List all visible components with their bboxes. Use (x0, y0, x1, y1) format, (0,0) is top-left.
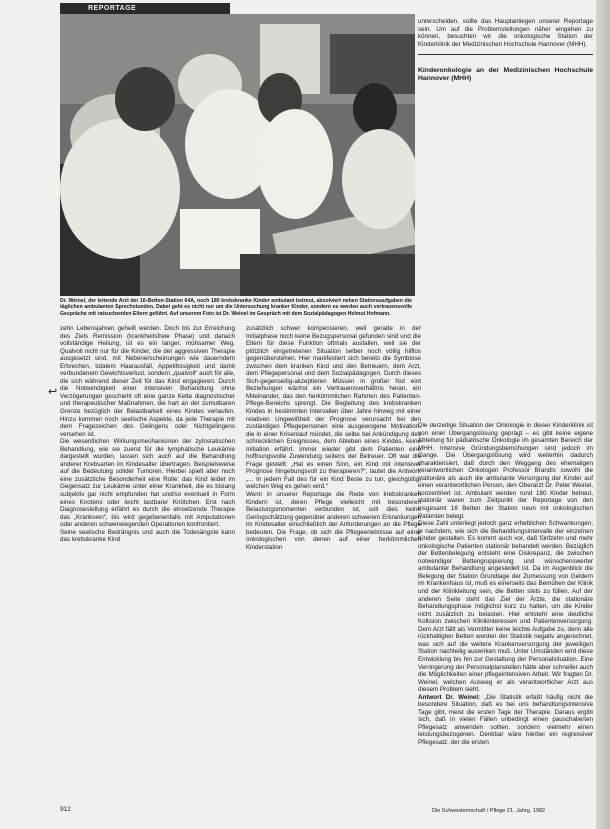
text-column-2 (246, 325, 421, 551)
page-number: 912 (60, 806, 71, 813)
paragraph: Wenn in unserer Reportage die Rede von krebskranken Kindern ist, deren Pflege vielleicht mit besonderen Belastungsmomenten verbunden ist, soll dies keine Geringschätzung gegenüber anderen schwerem Erkrankungen im Kindesalter einschließlich der Anforderungen an die Pflege bedeuten. Die Frage, ob sich die Pflegeerlebnisse auf einer onkologischen von denen auf einer herkömmlichen Kinderstation (246, 491, 421, 551)
section-heading: Kinderonkologie an der Medizinischen Hochschule Hannover (MHH) (418, 67, 593, 83)
photo-hospital-examination-icon (60, 14, 415, 296)
journal-reference: Die Schwesternschaft / Pflege 21. Jahrg. 1982 (432, 808, 546, 814)
handwritten-mark: ↩ (48, 386, 58, 398)
paragraph: Diese Zahl unterliegt jedoch ganz erheblichen Schwankungen, je nachdem, wie sich die Behandlungsintervalle der einzelnen Kinder gestalten. Es kommt auch vor, daß fünfzehn und mehr onkologische Patienten stationär behandelt werden. Bezüglich der Bettenbelegung entsteht eine Diskrepanz, die zwischen notwendiger Bettengruppierung und wünschenswerter ambulanter Behandlung angesiedelt ist. Da im Augenblick die Belegung der Station Grundlage der Zumessung von Geldern im Krankenhaus ist, muß es einerseits das Bemühen der Klinik und der Klinikleitung sein, die Betten stets zu füllen. Auf der anderen Seite steht das Ziel der Ärzte, die stationäre Behandlungsphase möglichst kurz zu halten, um die Kinder nicht zusätzlich zu belasten. Hier entsteht eine deutliche Kollision zwischen Klinikinteressen und Patientenversorgung. Dem Arzt fällt als Vermittler keine leichte Aufgabe zu, denn alle rückhaltigten Betten werden der Statistik negativ angerechnet, was sich auf die weitere Krankenversorgung der jeweiligen Station nachteilig auswirken muß. Unter Umständen wird diese Entwicklung bis hin zur Gestaltung der Personalsituation. Eine Verringerung der Personalplanstellen hätte aber schneller auch die Möglichkeiten einer pflegeintensiven Arbeit. Wir fragten Dr. Weinel, welchen Ausweg er als verantwortlicher Arzt aus diesem Problem sieht. (418, 520, 593, 694)
photo-caption: Dr. Weinel, der leitende Arzt der 16-Betten-Station 64A, noch 180 krebskranke Kinder ambulant betreut, absolviert neben Stationsaufgaben die täglichen ambulanten Sprechstunden. Dabei geht es nicht nur um die Untersuchung kranker Kinder, sondern es werden auch vertrauensvolle Gespräche mit ratsuchenden Eltern geführt. Auf unserem Foto ist Dr. Weinel im Gespräch mit dem Sozialpädagogen Helmut Hofmann. (60, 298, 412, 317)
answer-paragraph (418, 694, 593, 747)
section-label: REPORTAGE (60, 3, 230, 14)
paragraph: zehn Lebensjahren geheilt werden. Doch bis zur Erreichung des Ziels Remission (krankheitsfreie Phase) und danach vollständige Heilung, ist es ein langer, mühsamer Weg. Qualvoll nicht nur für die Kinder, die der aggressiven Therapie ausgesetzt sind, mit Nebenerscheinungen wie dauerndem Erbrechen, totalem Haarausfall, Appetitlosigkeit und damit verbundenem Gewichtsverlust, sondern „qualvoll“ auch für alle, die sich während dieser Zeit für das Kind engagieren. Durch die Notwendigkeit einer intensiven Behandlung ohne Verzögerungen geschieht oft eine ganze Kette diagnostischer und therapeutischer Maßnahmen, die hart an der zumutbaren Grenze bezüglich der Belastbarkeit eines Kindes verlaufen. Hinzu kommen noch seelische Aspekte, da jede Therapie mit dem Fragezeichen des Gelingens oder Nichtgelingens versehen ist. (60, 325, 235, 438)
text-column-3 (418, 18, 593, 97)
paragraph: zusätzlich schwer kompensieren, weil gerade in der Initialphase noch keine Bezugspersonal gefunden sind und die Eltern für diese Funktion oftmals ausfallen, weil sie der plötzlich eingetretenen Situation selber noch völlig hilflos gegenüberstehen. Hier manifestiert sich bereits die Symbiose zwischen dem kranken Kind und den Betreuern, dem Arzt, dem Pflegepersonal und dem Sozialpädagogen. Durch dieses Sich-gegenseitig-akzeptieren Müssen in großer Not eint Beziehungen wächst ein Vertrauensverhältnis heran, ein Miteinander, das den herkömmlichen Rahmen des Patienten-Pflege-Bereichs sprengt. Die Begleitung des krebskranken Kindes in bestimmten Intervallen über Jahre hinweg mit einer relativen Ungewißheit der Prognose verursacht bei den zuständigen Pflegepersonen eine ausgewogene Motivation, die in einer Krisenlauf mündet, die selbe bei Ankündigung des schrecklichen Ereignisses, dem Ableben eines Kindes, keine Initiation erfährt. Immer wieder gibt dem Patienten eine hoffnungsvolle Zuwendung seitens der Betreuer. Oft war die Frage gestellt: „Hat es einen Sinn, ein Kind mit intensiver Prognose hingebungsvoll zu therapieren?“, lautet die Antwort: „... In jedem Fall des für ein Kind Beste zu tun, gleichgültig, welchen Weg es gehen wird.“ (246, 325, 421, 491)
paragraph: Die derzeitige Situation der Onkologie in dieser Kinderklinik ist von einer Übergangslösung geprägt – es gibt keine eigene Abteilung für pädiatrische Onkologie im gesamten Bereich der MHH. Intensive Gründungsbemühungen sind jedoch im Gange. Die Übergangslösung wird weiterhin dadurch charakterisiert, daß durch den Weggang des ehemaligen verantwortlichen Onkologen Professor Brandis sowohl die stationäre als auch die ambulante Versorgung der Kinder auf einen verantwortlichen Person, den Oberarzt Dr. Peter Weinel, konzentriert ist. Ambulant werden rund 180 Kinder betreut, stationär waren zum Zeitpunkt der Reportage von den insgesamt 16 Betten der Station neun mit onkologischen Patienten belegt. (418, 422, 593, 520)
paragraph: Seine seelische Bedrängnis und auch die Todesängste kann das krebskranke Kind (60, 528, 235, 544)
answer-label: Antwort Dr. Weinel: (418, 693, 481, 701)
text-column-1 (60, 325, 235, 544)
answer-text: „Die Statistik erfaßt häufig nicht die besondere Situation, daß es bei uns behandlungsintensive Tage gibt, meist die ersten Tage der Therapie. Daraus ergibt sich, daß in vielen Fällen unbedingt einen pauschalierten Pflegesatz anwenden sollten, sondern vielmehr einen leistungsbezogenen. Denkbar wäre hierbei ein regressiver Pflegesatz, der die ersten (418, 693, 593, 746)
scan-edge (596, 0, 610, 829)
text-column-3-continued (418, 422, 593, 747)
paragraph: Die wesentlichen Wirkungsmechanismen der zytostatischen Behandlung, wie sie zuerst für die lymphatische Leukämie dargestellt wurden, lassen sich auch auf die Behandlung anderer Krebsarten im Kindesalter übertragen. Beispielsweise auf die Bedeutung solider Tumoren. Hierbei spielt aber noch eine zusätzliche Besonderheit eine Rolle: das Kind leidet im Gegensatz zur Leukämie unter einer Krankheit, die es bislang subjektiv gar nicht empfunden hat und/so eventuell in Form eines Knotens oder leicht tastbarer Knötchen. Erst nach Diagnosestellung erfährt es durch die einsetzende Therapie das „Kranksein“, bis wird gegebenenfalls mit Amputationen oder anderen schwerwiegenden Operationen konfrontiert. (60, 438, 235, 529)
divider (418, 54, 593, 55)
paragraph: unterscheiden, sollte das Hauptanliegen unserer Reportage sein. Um auf die Problemstellungen näher eingehen zu können, besuchten wir die onkologische Station der Kinderklinik der Medizinischen Hochschule Hannover (MHH). (418, 18, 593, 48)
photo (60, 14, 415, 296)
